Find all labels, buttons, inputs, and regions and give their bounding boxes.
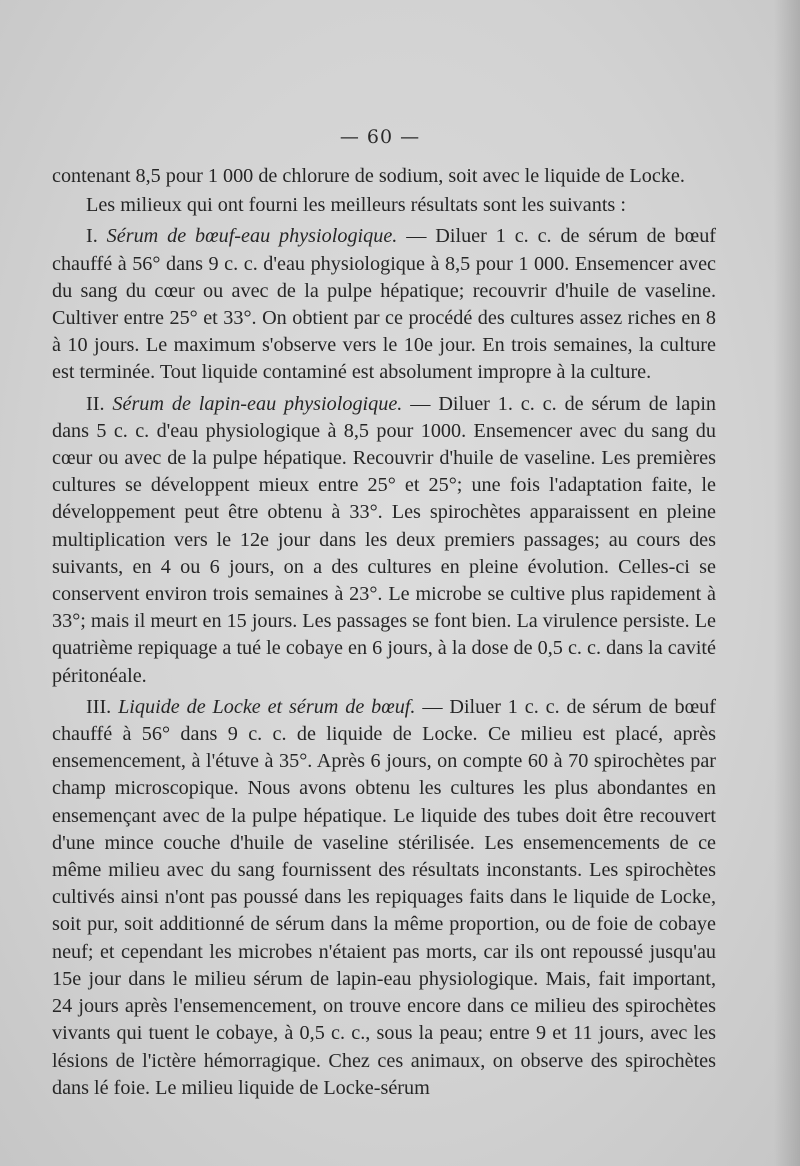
body-text bbox=[52, 163, 716, 1104]
section-2 bbox=[52, 391, 716, 690]
section-3-title: Liquide de Locke et sérum de bœuf. bbox=[118, 695, 416, 718]
section-3-body: — Diluer 1 c. c. de sérum de bœuf chauffé à 56° dans 9 c. c. de liquide de Locke. Ce milieu est placé, après ensemencement, à l'étuve à 35°. Après 6 jours, on compte 60 à 70 spirochètes par champ microscopique. Nous avons obtenu les cultures les plus abondantes en ensemençant avec de la pulpe hépatique. Le liquide des tubes doit être recouvert d'une mince couche d'huile de vaseline stérilisée. Les ensemencements de ce même milieu avec du sang fournissent des résultats inconstants. Les spirochètes cultivés ainsi n'ont pas poussé dans les repiquages faits dans le liquide de Locke, soit pur, soit additionné de sérum dans la même proportion, ou de foie de cobaye neuf; et cependant les microbes n'étaient pas morts, car ils ont repoussé jusqu'au 15e jour dans le milieu sérum de lapin-eau physiologique. Mais, fait important, 24 jours après l'ensemencement, on trouve encore dans ce milieu des spirochètes vivants qui tuent le cobaye, à 0,5 c. c., sous la peau; entre 9 et 11 jours, avec les lésions de l'ictère hémorragique. Chez ces animaux, on observe des spirochètes dans lé foie. Le milieu liquide de Locke-sérum bbox=[52, 695, 716, 1099]
section-1 bbox=[52, 223, 716, 386]
section-2-body: — Diluer 1. c. c. de sérum de lapin dans 5 c. c. d'eau physiologique à 8,5 pour 1000. Ensemencer avec du sang du cœur ou avec de la pulpe hépatique. Recouvrir d'huile de vaseline. Les premières cultures se développent mieux entre 25° et 25°; une fois l'adaptation faite, le développement peut être obtenu à 33°. Les spirochètes apparaissent en pleine multiplication vers le 12e jour dans les deux premiers passages; au cours des suivants, en 4 ou 6 jours, on a des cultures en pleine évolution. Celles-ci se conservent environ trois semaines à 23°. Le microbe se cultive plus rapidement à 33°; mais il meurt en 15 jours. Les passages se font bien. La virulence persiste. Le quatrième repiquage a tué le cobaye en 6 jours, à la dose de 0,5 c. c. dans la cavité péritonéale. bbox=[52, 392, 717, 687]
section-3 bbox=[52, 694, 716, 1102]
section-1-number: I. bbox=[86, 225, 98, 248]
section-1-body: — Diluer 1 c. c. de sérum de bœuf chauffé à 56° dans 9 c. c. d'eau physiologique à 8,5 pour 1 000. Ensemencer avec du sang du cœur ou avec de la pulpe hépatique; recouvrir d'huile de vaseline. Cultiver entre 25° et 33°. On obtient par ce procédé des cultures assez riches en 8 à 10 jours. Le maximum s'observe vers le 10e jour. En trois semaines, la culture est terminée. Tout liquide contaminé est absolument impropre à la culture. bbox=[52, 225, 717, 384]
intro-paragraph: Les milieux qui ont fourni les meilleurs résultats sont les suivants : bbox=[86, 194, 626, 217]
page-number: — 60 — bbox=[339, 126, 421, 148]
section-2-number: II. bbox=[86, 392, 105, 415]
section-1-title: Sérum de bœuf-eau physiologique. bbox=[106, 225, 398, 248]
page-edge-shadow bbox=[774, 0, 800, 1166]
section-3-number: III. bbox=[86, 695, 112, 718]
section-2-title: Sérum de lapin-eau physiologique. bbox=[112, 392, 403, 415]
opening-line: contenant 8,5 pour 1 000 de chlorure de sodium, soit avec le liquide de Locke. bbox=[52, 165, 685, 187]
